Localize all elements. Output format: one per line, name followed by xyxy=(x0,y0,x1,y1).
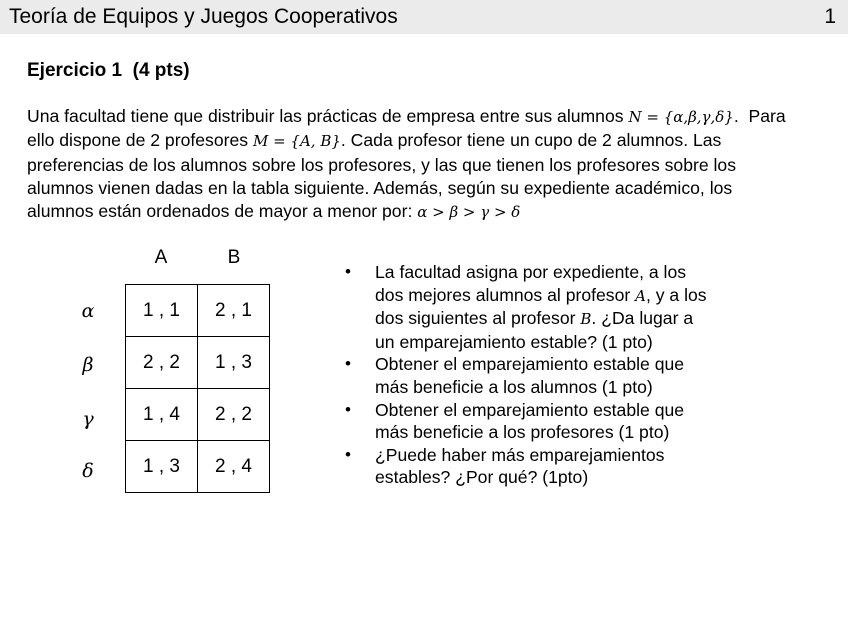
bullet-icon: • xyxy=(345,354,351,374)
bullet-icon: • xyxy=(345,399,351,419)
statement-line-1 xyxy=(27,105,848,129)
table-cell: 2 , 2 xyxy=(198,389,270,441)
statement-text: Una facultad tiene que distribuir las prácticas de empresa entre sus alumnos xyxy=(27,106,629,126)
question-list xyxy=(345,261,765,489)
question-text: dos mejores alumnos al profesor xyxy=(375,284,636,305)
question-line: Obtener el emparejamiento estable que xyxy=(375,399,685,420)
students-set-math: N = {α,β,γ,δ} xyxy=(628,108,734,126)
question-line: estables? ¿Por qué? (1pto) xyxy=(375,467,589,488)
question-text: , y a los xyxy=(645,284,707,305)
list-item xyxy=(345,444,765,489)
table-cell: 1 , 3 xyxy=(126,441,198,493)
table-cell: 1 , 1 xyxy=(126,285,198,337)
table-cell: 1 , 3 xyxy=(198,337,270,389)
table-cell: 1 , 4 xyxy=(126,389,198,441)
exercise-statement xyxy=(27,105,848,224)
professors-set-math: M = {A, B} xyxy=(252,132,341,151)
statement-text: . Para xyxy=(733,106,786,126)
page-number: 1 xyxy=(824,5,836,28)
exercise-title: Ejercicio 1 (4 pts) xyxy=(27,60,190,81)
question-line: ¿Puede haber más emparejamientos xyxy=(375,444,665,465)
bullet-icon: • xyxy=(345,444,351,464)
table-row xyxy=(126,285,270,337)
row-header-gamma: γ xyxy=(82,408,94,430)
statement-line-5 xyxy=(27,200,848,224)
table-cell: 2 , 2 xyxy=(126,337,198,389)
list-item xyxy=(345,399,765,444)
question-line xyxy=(375,284,765,308)
table-row xyxy=(126,389,270,441)
statement-text: ello dispone de 2 profesores xyxy=(27,130,253,151)
table-cell: 2 , 4 xyxy=(198,441,270,493)
table-row xyxy=(126,337,270,389)
column-header-b: B xyxy=(227,247,241,268)
preference-table xyxy=(125,284,270,493)
question-line: más beneficie a los profesores (1 pto) xyxy=(375,422,670,443)
question-line: un emparejamiento estable? (1 pto) xyxy=(375,331,653,352)
table-row xyxy=(126,441,270,493)
question-line: más beneficie a los alumnos (1 pto) xyxy=(375,376,653,397)
statement-text: alumnos están ordenados de mayor a menor por: xyxy=(27,201,418,222)
statement-text: . Cada profesor tiene un cupo de 2 alumnos. Las xyxy=(340,130,722,151)
statement-line-4: alumnos vienen dadas en la tabla siguiente. Además, según su expediente académico, los xyxy=(27,177,733,198)
row-header-beta: β xyxy=(82,354,94,376)
question-line: La facultad asigna por expediente, a los xyxy=(375,262,687,282)
row-header-alpha: α xyxy=(81,300,95,322)
professor-b-math: B xyxy=(580,310,592,329)
row-header-delta: δ xyxy=(82,460,94,482)
statement-line-2 xyxy=(27,129,848,153)
question-text: . ¿Da lugar a xyxy=(591,308,694,329)
statement-line-3: preferencias de los alumnos sobre los profesores, y las que tienen los profesores sobre los xyxy=(27,154,737,175)
question-line xyxy=(375,307,765,331)
professor-a-math: A xyxy=(635,286,646,305)
question-text: dos siguientes al profesor xyxy=(375,308,581,329)
table-cell: 2 , 1 xyxy=(198,285,270,337)
slide-header xyxy=(0,0,848,34)
list-item xyxy=(345,261,765,353)
ranking-math: α > β > γ > δ xyxy=(417,203,521,222)
bullet-icon: • xyxy=(345,262,351,281)
question-line: Obtener el emparejamiento estable que xyxy=(375,354,685,375)
column-header-a: A xyxy=(154,247,168,268)
list-item xyxy=(345,353,765,398)
course-title: Teoría de Equipos y Juegos Cooperativos xyxy=(9,5,398,28)
